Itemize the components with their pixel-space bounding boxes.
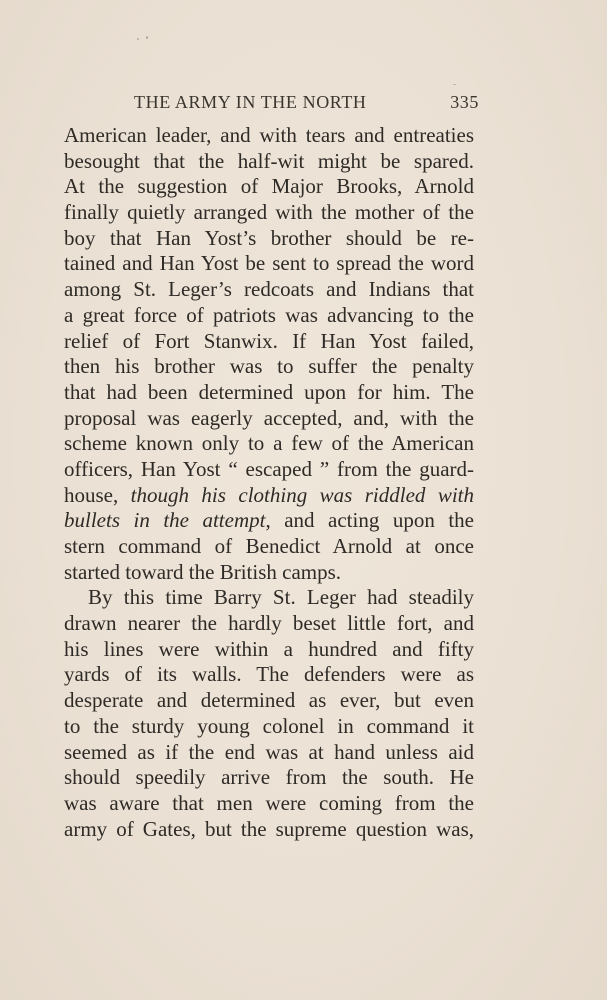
text-line: By this time Barry St. Leger had steadily (88, 585, 474, 610)
text-line: scheme known only to a few of the American (64, 431, 474, 456)
italic-run: though his clothing was riddled with (130, 482, 474, 507)
text-line: At the suggestion of Major Brooks, Arnold (64, 174, 474, 199)
text-line: relief of Fort Stanwix. If Han Yost failed, (64, 328, 474, 353)
text-line: finally quietly arranged with the mother of the (64, 200, 474, 225)
text-run: , and acting upon the (265, 508, 474, 533)
text-line: then his brother was to suffer the penalty (64, 354, 474, 379)
text-line: to the sturdy young colonel in command it (64, 713, 474, 738)
paper-speck (453, 84, 456, 85)
running-title: THE ARMY IN THE NORTH (134, 92, 367, 112)
text-line: stern command of Benedict Arnold at once (64, 534, 474, 558)
paper-speck (146, 36, 148, 39)
text-line: his lines were within a hundred and fifty (64, 636, 474, 661)
text-line: officers, Han Yost “ escaped ” from the guard- (64, 456, 474, 481)
text-line: desperate and determined as ever, but even (64, 688, 474, 713)
italic-run: bullets in the attempt (64, 508, 266, 533)
text-line: among St. Leger’s redcoats and Indians that (64, 277, 474, 302)
text-line: tained and Han Yost be sent to spread the word (64, 251, 474, 276)
text-line: seemed as if the end was at hand unless aid (64, 739, 474, 764)
text-line: should speedily arrive from the south. He (64, 765, 474, 790)
text-line: yards of its walls. The defenders were as (64, 662, 474, 687)
text-line: boy that Han Yost’s brother should be re- (64, 225, 474, 250)
paper-speck (137, 38, 139, 40)
text-line: American leader, and with tears and entreaties (64, 123, 474, 147)
text-line: was aware that men were coming from the (64, 790, 474, 815)
text-line (64, 508, 474, 534)
text-line: proposal was eagerly accepted, and, with the (64, 405, 474, 430)
body-text (64, 123, 474, 842)
running-header (134, 92, 479, 116)
text-line: army of Gates, but the supreme question was, (64, 816, 474, 841)
text-line: besought that the half-wit might be spared. (64, 148, 474, 173)
text-run: house, (64, 482, 131, 507)
text-line: that had been determined upon for him. The (64, 379, 474, 404)
text-line (64, 483, 474, 509)
text-line: started toward the British camps. (64, 559, 342, 584)
text-line: a great force of patriots was advancing to the (64, 302, 474, 327)
text-line: drawn nearer the hardly beset little fort, and (64, 611, 474, 636)
page-number: 335 (450, 92, 479, 112)
